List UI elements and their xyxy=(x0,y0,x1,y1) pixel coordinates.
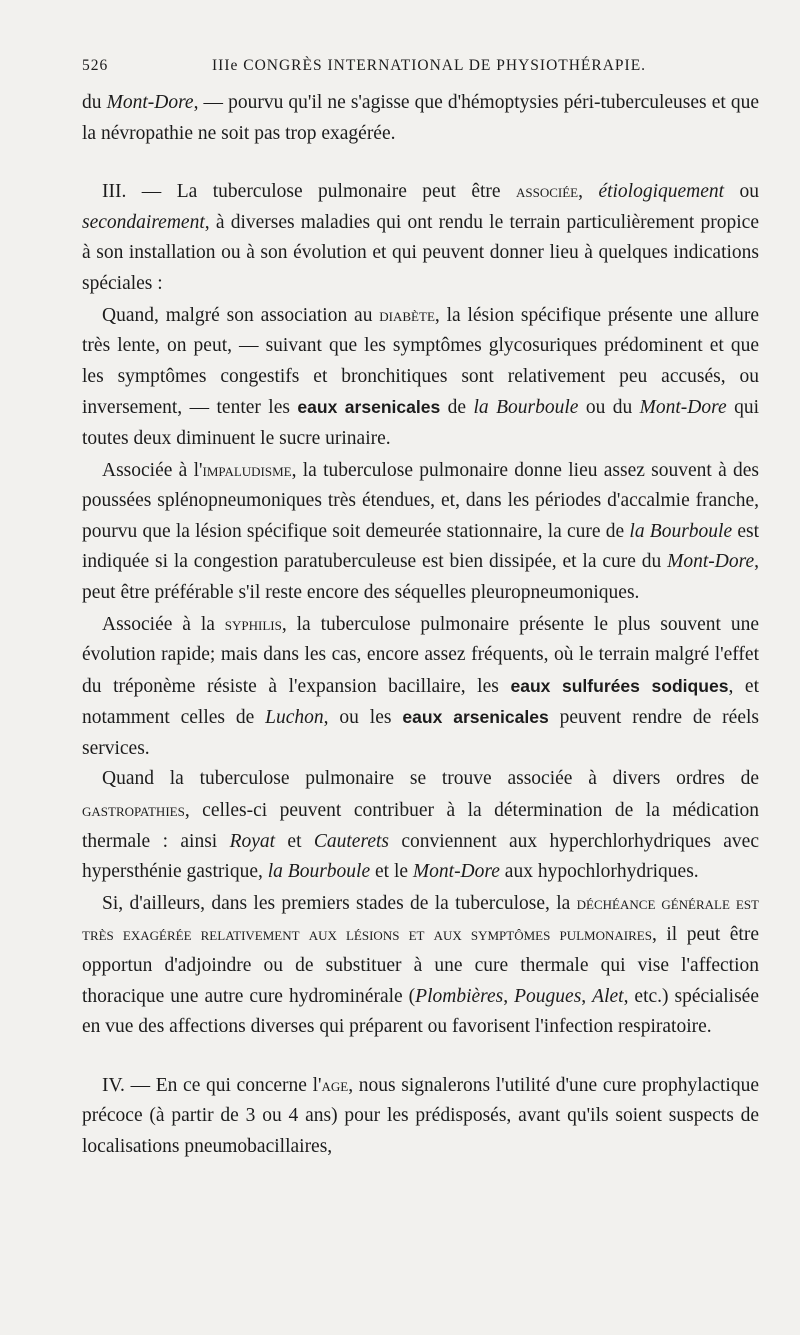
text-run: , etc.) spécialisée en vue des affections diverses qui préparent ou favorisent l'infection respiratoire. xyxy=(82,985,759,1038)
text-run: Quand, malgré son association au xyxy=(102,304,380,326)
text-run: , peut être préférable s'il reste encore des séquelles pleuropneumoniques. xyxy=(82,551,759,603)
paragraph-syphilis xyxy=(82,609,759,765)
text-run: conviennent aux hyperchlorhydriques avec hypersthénie gastrique, xyxy=(82,830,759,883)
text-run: , et notamment celles de xyxy=(82,675,760,729)
text-run: est indiquée si la congestion paratuberculeuse est bien dissipée, et la cure du xyxy=(82,520,760,573)
place-name: Mont-Dore xyxy=(412,861,500,883)
small-caps-term: diabète xyxy=(379,304,435,325)
italic-term: étiologiquement xyxy=(598,181,725,203)
text-run: aux hypochlorhydriques. xyxy=(499,861,699,883)
section-gap xyxy=(82,1043,759,1070)
text-run: , nous signalerons l'utilité d'une cure prophylactique précoce (à partir de 3 ou 4 ans) pour les prédisposés, avant qu'ils soient suspects de localisations pneumobacillaires, xyxy=(82,1074,760,1157)
small-caps-term: déchéance générale est très exagérée relativement aux lésions et aux symptômes pulmonaires xyxy=(82,892,759,945)
page-body xyxy=(82,88,759,1163)
paragraph-continuation xyxy=(82,88,759,149)
place-name: Royat xyxy=(229,830,276,852)
paragraph-diabete xyxy=(82,300,759,455)
place-name: la Bourboule xyxy=(473,397,579,419)
text-run: IV. — En ce qui concerne l' xyxy=(102,1074,322,1096)
text-run: , il peut être opportun d'adjoindre ou de substituer à une cure thermale qui vise l'affection thoracique une autre cure hydrominérale ( xyxy=(82,924,760,1007)
text-run: III. — La tuberculose pulmonaire peut être xyxy=(102,181,516,203)
page-number: 526 xyxy=(82,57,109,74)
text-run: ou xyxy=(724,181,760,203)
text-run: , xyxy=(581,985,593,1007)
bold-term: eaux arsenicales xyxy=(297,397,441,418)
running-title: IIIe CONGRÈS INTERNATIONAL DE PHYSIOTHÉRAPIE. xyxy=(212,57,647,74)
text-run: , ou les xyxy=(323,707,403,729)
place-name: Alet xyxy=(592,985,624,1007)
place-name: Mont-Dore xyxy=(106,92,194,113)
small-caps-term: impaludisme xyxy=(202,459,292,480)
bold-term: eaux arsenicales xyxy=(402,707,549,728)
place-name: Plombières xyxy=(415,985,504,1007)
paragraph-decheance xyxy=(82,888,759,1043)
paragraph-section-iv xyxy=(82,1070,759,1163)
small-caps-term: gastropathies xyxy=(82,800,185,821)
text-run: , la tuberculose pulmonaire donne lieu assez souvent à des poussées splénopneumoniques très étendues, et, dans les périodes d'accalmie franche, pourvu que la lésion spécifique soit demeurée stationnaire, la cure de xyxy=(82,459,759,542)
place-name: Pougues xyxy=(514,985,582,1007)
text-run: et xyxy=(275,830,314,852)
text-run: , la tuberculose pulmonaire présente le plus souvent une évolution rapide; mais dans les cas, encore assez fréquents, où le terrain malgré l'effet du tréponème résiste à l'expansion bacillaire, les xyxy=(82,613,759,697)
italic-term: secondairement xyxy=(82,211,205,233)
small-caps-term: syphilis xyxy=(224,613,282,634)
place-name: la Bourboule xyxy=(629,520,733,542)
text-run: et le xyxy=(370,861,413,883)
text-run: ou du xyxy=(578,397,640,419)
text-run: de xyxy=(440,397,474,419)
place-name: Mont-Dore xyxy=(667,551,755,573)
page-header xyxy=(82,52,762,82)
paragraph-section-iii xyxy=(82,176,759,299)
text-run: , — pourvu qu'il ne s'agisse que d'hémoptysies péri-tuberculeuses et que la névropathie ne soit pas trop exagérée. xyxy=(82,92,760,144)
bold-term: eaux sulfurées sodiques xyxy=(510,675,729,696)
place-name: la Bourboule xyxy=(267,861,371,883)
text-run: peuvent rendre de réels services. xyxy=(82,707,759,759)
text-run: , xyxy=(503,985,515,1007)
small-caps-term: age xyxy=(321,1074,349,1095)
text-run: , la lésion spécifique présente une allure très lente, on peut, — suivant que les symptômes glycosuriques prédominent et que les symptômes congestifs et bronchitiques sont relativement peu accusés, ou inversement, — tenter les xyxy=(82,304,760,419)
place-name: Mont-Dore xyxy=(639,397,727,419)
section-gap xyxy=(82,149,759,176)
text-run: Quand la tuberculose pulmonaire se trouve associée à divers ordres de xyxy=(102,768,759,790)
text-run: qui toutes deux diminuent le sucre urinaire. xyxy=(82,397,759,449)
text-run: Associée à la xyxy=(102,613,225,635)
text-run: , à diverses maladies qui ont rendu le terrain particulièrement propice à son installation ou à son évolution et qui peuvent donner lieu à quelques indications spéciales : xyxy=(82,211,759,294)
text-run: , xyxy=(578,181,599,203)
text-run: Si, d'ailleurs, dans les premiers stades de la tuberculose, la xyxy=(102,892,577,914)
paragraph-gastropathies xyxy=(82,764,759,887)
text-run: , celles-ci peuvent contribuer à la détermination de la médication thermale : ainsi xyxy=(82,800,759,852)
text-run: du xyxy=(82,92,107,113)
text-run: Associée à l' xyxy=(102,459,203,481)
place-name: Luchon xyxy=(265,707,324,729)
place-name: Cauterets xyxy=(313,830,389,852)
paragraph-impaludisme xyxy=(82,455,759,609)
small-caps-term: associée xyxy=(515,181,579,202)
